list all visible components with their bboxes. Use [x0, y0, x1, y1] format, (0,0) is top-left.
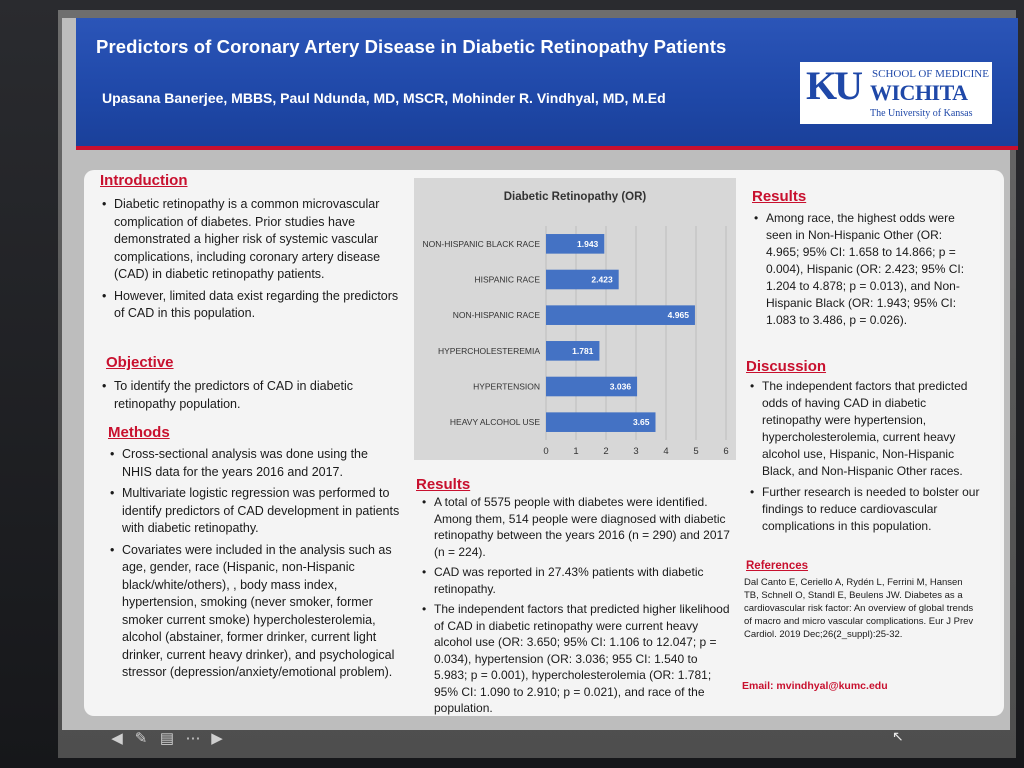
methods-bullet: • Covariates were included in the analysis such as age, gender, race (Hispanic, non-Hispanic black/white/others), , body mass index, hypertension, smoking (never smoker, former smoker current smoke) hypercholesterolemia, alcohol (abstainer, former drinker, current light drinker, current heavy drinker), and psychological stressor (depression/anxiety/emotional problem).: [122, 542, 400, 682]
x-tick-label: 5: [693, 446, 699, 457]
methods-bullet: • Multivariate logistic regression was performed to identify predictors of CAD development in patients with diabetic retinopathy.: [122, 485, 400, 538]
logo-university: The University of Kansas: [870, 108, 973, 119]
category-label: HYPERTENSION: [473, 381, 540, 392]
results-race-text: [752, 210, 978, 333]
mouse-cursor-icon: ↖: [892, 728, 904, 744]
methods-text: [108, 446, 400, 686]
pen-icon[interactable]: ✎: [134, 730, 148, 747]
results-race-heading: Results: [752, 188, 807, 205]
results-race-bullet: • Among race, the highest odds were seen in Non-Hispanic Other (OR: 4.965; 95% CI: 1.658 to 14.866; p = 0.004), Hispanic (OR: 2.423; 95% CI: 1.204 to 4.878; p = 0.013), and Non-Hispanic Black (OR: 1.943; 95% CI: 1.083 to 3.486, p = 0.026).: [766, 210, 978, 329]
x-tick-label: 4: [663, 446, 669, 457]
logo-campus: WICHITA: [870, 80, 968, 105]
data-label: 3.65: [632, 417, 650, 428]
x-tick-label: 3: [633, 446, 639, 457]
category-label: NON-HISPANIC BLACK RACE: [422, 238, 540, 249]
ku-logo-mark: KU: [806, 63, 860, 108]
references-heading: References: [746, 560, 809, 572]
data-label: 1.781: [572, 345, 594, 356]
odds-ratio-chart: [414, 178, 736, 460]
data-label: 2.423: [591, 274, 613, 285]
discussion-heading: Discussion: [746, 358, 827, 375]
contact-email[interactable]: Email: mvindhyal@kumc.edu: [742, 680, 888, 692]
data-label: 3.036: [609, 381, 632, 392]
methods-heading: Methods: [108, 424, 170, 441]
references-text: Dal Canto E, Ceriello A, Rydén L, Ferrini M, Hansen TB, Schnell O, Standl E, Beulens JW. Diabetes as a cardiovascular risk factor: An overview of global trends of macro and micro vascular complications. Eur J Prev Cardiol. 2019 Dec;26(2_suppl):25-32.: [744, 577, 974, 640]
introduction-bullet: • Diabetic retinopathy is a common microvascular complication of diabetes. Prior studies have demonstrated a higher risk of systemic vascular complications, including coronary artery disease (CAD) in diabetic retinopathy patients.: [114, 196, 400, 284]
data-label: 4.965: [667, 310, 689, 321]
chart-title: Diabetic Retinopathy (OR): [503, 191, 647, 203]
chart-svg: [414, 178, 736, 460]
introduction-heading: Introduction: [100, 172, 188, 189]
arrow-right-icon[interactable]: ▶: [211, 730, 223, 747]
results-bullet: • A total of 5575 people with diabetes were identified. Among them, 514 people were diagnosed with diabetic retinopathy between the years 2016 (n = 290) and 2017 (n = 224).: [434, 494, 730, 560]
category-label: HISPANIC RACE: [474, 274, 540, 285]
results-text: [420, 494, 730, 721]
poster-authors: Upasana Banerjee, MBBS, Paul Ndunda, MD, MSCR, Mohinder R. Vindhyal, MD, M.Ed: [102, 90, 666, 106]
discussion-bullet: • Further research is needed to bolster our findings to reduce cardiovascular complications in this population.: [762, 484, 980, 535]
methods-bullet: • Cross-sectional analysis was done using the NHIS data for the years 2016 and 2017.: [122, 446, 400, 481]
x-tick-label: 0: [543, 446, 549, 457]
x-tick-label: 6: [723, 446, 729, 457]
discussion-text: [748, 378, 980, 539]
more-icon[interactable]: ⋯: [185, 730, 201, 747]
logo-school: SCHOOL OF MEDICINE: [872, 68, 989, 80]
objective-bullet: • To identify the predictors of CAD in diabetic retinopathy population.: [114, 378, 390, 413]
introduction-bullet: • However, limited data exist regarding the predictors of CAD in this population.: [114, 288, 400, 323]
results-heading: Results: [416, 476, 471, 493]
data-label: 1.943: [577, 238, 599, 249]
objective-text: [100, 378, 390, 417]
results-bullet: • The independent factors that predicted higher likelihood of CAD in diabetic retinopathy were current heavy alcohol use (OR: 3.650; 95% CI: 1.106 to 12.047; p = 0.034), hypertension (OR: 3.036; 955 CI: 1.540 to 5.983; p = 0.001), hypercholesterolemia (OR: 1.781; 95% CI: 1.090 to 2.910; p = 0.021), and race of the population.: [434, 601, 730, 717]
results-bullet: • CAD was reported in 27.43% patients with diabetic retinopathy.: [434, 564, 730, 597]
category-label: NON-HISPANIC RACE: [452, 310, 540, 321]
objective-heading: Objective: [106, 354, 174, 371]
category-label: HEAVY ALCOHOL USE: [449, 417, 540, 428]
poster-title: Predictors of Coronary Artery Disease in Diabetic Retinopathy Patients: [96, 36, 727, 57]
discussion-bullet: • The independent factors that predicted odds of having CAD in diabetic retinopathy were hypertension, hypercholesterolemia, current heavy alcohol use, Hispanic, Non-Hispanic Black, and Non-Hispanic Other races.: [762, 378, 980, 480]
x-tick-label: 2: [603, 446, 609, 457]
arrow-left-icon[interactable]: ◀: [111, 730, 123, 747]
category-label: HYPERCHOLESTEREMIA: [437, 345, 540, 356]
subtitles-icon[interactable]: ▤: [159, 730, 175, 747]
introduction-text: [100, 196, 400, 327]
x-tick-label: 1: [573, 446, 579, 457]
